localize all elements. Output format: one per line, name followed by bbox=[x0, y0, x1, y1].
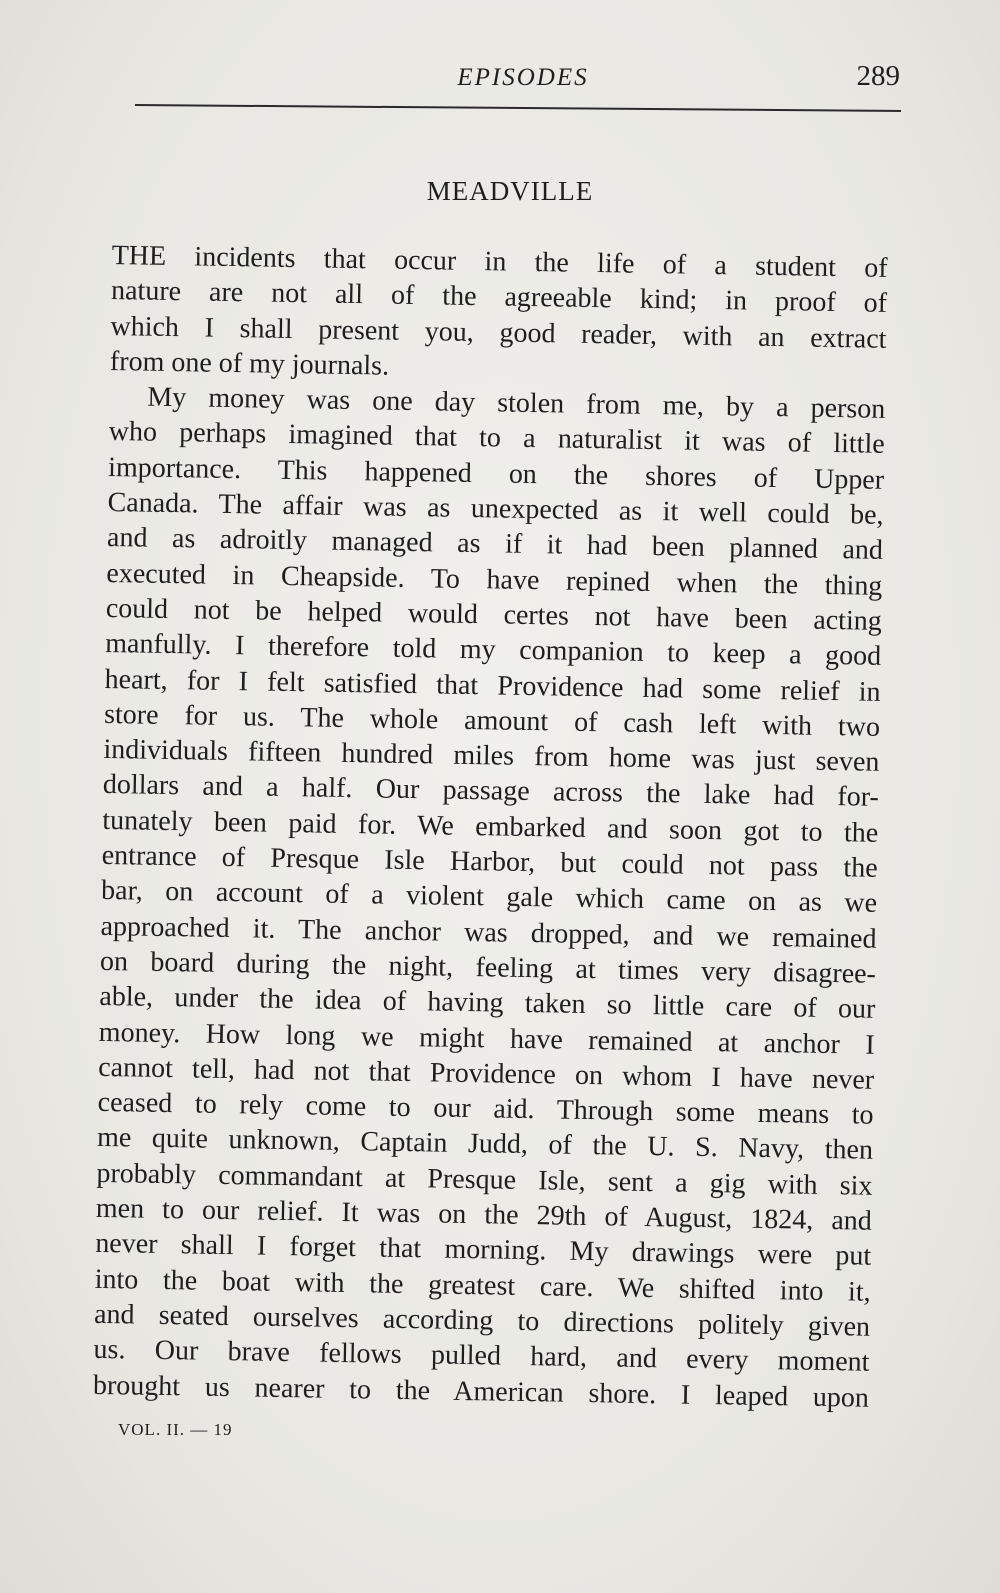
text-line: dollars and a half. Our passage across the lake had for- bbox=[102, 769, 880, 814]
page-number: 289 bbox=[856, 60, 900, 92]
text-line: me quite unknown, Captain Judd, of the U. S. Navy, then bbox=[96, 1122, 874, 1167]
running-head: EPISODES bbox=[457, 64, 589, 91]
text-line: tunately been paid for. We embarked and soon got to the bbox=[102, 804, 879, 849]
text-line: Canada. The affair was as unexpected as it well could be, bbox=[107, 487, 884, 531]
text-line: ceased to rely come to our aid. Through some means to bbox=[97, 1087, 874, 1131]
text-line: which I shall present you, good reader, with an extract bbox=[110, 310, 887, 355]
text-line: brought us nearer to the American shore. I leaped upon bbox=[92, 1369, 870, 1414]
text-line: executed in Cheapside. To have repined when the thing bbox=[106, 557, 883, 602]
text-line: and seated ourselves according to directions politely given bbox=[93, 1298, 871, 1343]
text-line: approached it. The anchor was dropped, and we remained bbox=[100, 910, 877, 955]
signature-mark: VOL. II. — 19 bbox=[118, 1420, 233, 1439]
text-line: able, under the idea of having taken so little care of our bbox=[99, 981, 876, 1025]
text-line: bar, on account of a violent gale which came on as we bbox=[100, 875, 878, 920]
text-line: probably commandant at Presque Isle, sent a gig with six bbox=[96, 1157, 873, 1202]
text-line: on board during the night, feeling at times very disagree- bbox=[99, 945, 877, 990]
text-line: us. Our brave fellows pulled hard, and every moment bbox=[93, 1334, 870, 1378]
lead-word: THE bbox=[111, 239, 167, 272]
page-header bbox=[136, 60, 900, 104]
text-line: individuals fifteen hundred miles from home was just seven bbox=[103, 734, 880, 778]
text-line: into the boat with the greatest care. We shifted into it, bbox=[94, 1263, 871, 1308]
text-line: and as adroitly managed as if it had been planned and bbox=[106, 522, 884, 567]
text-line: store for us. The whole amount of cash left with two bbox=[103, 698, 881, 743]
text-line: My money was one day stolen from me, by a person bbox=[147, 381, 886, 426]
text-line: nature are not all of the agreeable kind; in proof of bbox=[110, 275, 888, 320]
text-line: money. How long we might have remained at anchor I bbox=[98, 1016, 875, 1061]
text-line: who perhaps imagined that to a naturalist it was of little bbox=[108, 416, 885, 461]
body-text bbox=[93, 238, 888, 1416]
text-line: men to our relief. It was on the 29th of August, 1824, and bbox=[95, 1192, 873, 1237]
text-line: heart, for I felt satisfied that Providence had some relief in bbox=[104, 663, 881, 708]
text-line: cannot tell, had not that Providence on whom I have never bbox=[97, 1051, 875, 1096]
text-line: could not be helped would certes not have been acting bbox=[105, 592, 883, 637]
text-line: from one of my journals. bbox=[109, 345, 390, 382]
chapter-title: MEADVILLE bbox=[426, 176, 594, 206]
text-line: entrance of Presque Isle Harbor, but could not pass the bbox=[101, 839, 878, 884]
text-line: THE incidents that occur in the life of a student of bbox=[111, 239, 888, 284]
text-line: importance. This happened on the shores of Upper bbox=[107, 451, 885, 496]
header-rule bbox=[135, 104, 901, 112]
text-line: manfully. I therefore told my companion to keep a good bbox=[105, 628, 882, 673]
text-line: never shall I forget that morning. My drawings were put bbox=[95, 1228, 872, 1273]
